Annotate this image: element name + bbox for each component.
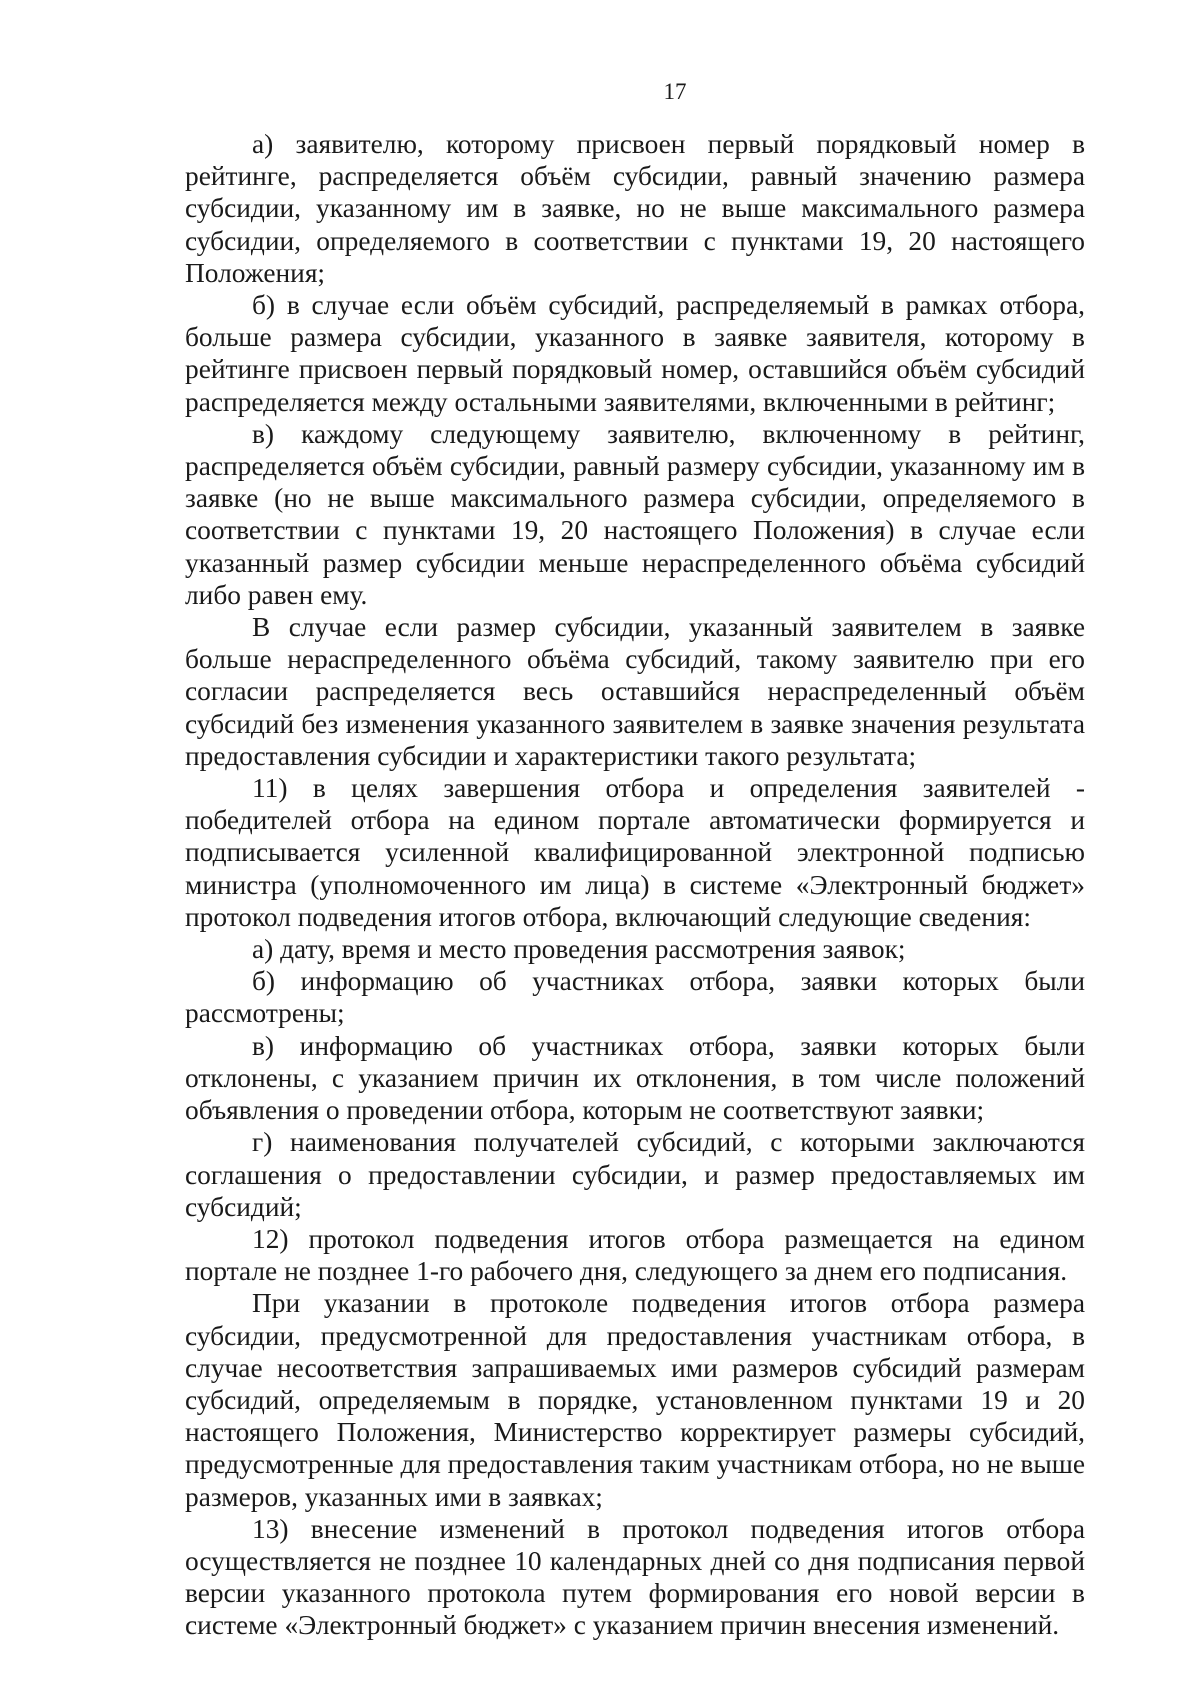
paragraph-v-each-next-applicant: в) каждому следующему заявителю, включенному в рейтинг, распределяется объём субсидии, равный размеру субсидии, указанному им в заявке (но не выше максимального размера субсидии, определяемого в соответствии с пунктами 19, 20 настоящего Положения) в случае если указанный размер субсидии меньше нераспределенного объёма субсидий либо равен ему. xyxy=(185,418,1085,610)
paragraph-11-v-rejected: в) информацию об участниках отбора, заявки которых были отклонены, с указанием причин их отклонения, в том числе положений объявления о проведении отбора, которым не соответствуют заявки; xyxy=(185,1030,1085,1126)
paragraph-11-protocol: 11) в целях завершения отбора и определения заявителей - победителей отбора на едином портале автоматически формируется и подписывается усиленной квалифицированной электронной подписью министра (уполномоченного им лица) в системе «Электронный бюджет» протокол подведения итогов отбора, включающий следующие сведения: xyxy=(185,773,1085,932)
paragraph-13-amendments: 13) внесение изменений в протокол подведения итогов отбора осуществляется не позднее 10 календарных дней со дня подписания первой версии указанного протокола путем формирования его новой версии в системе «Электронный бюджет» с указанием причин внесения изменений. xyxy=(185,1513,1085,1641)
paragraph-11-a-date: а) дату, время и место проведения рассмотрения заявок; xyxy=(252,934,906,965)
paragraph-b-remaining-volume: б) в случае если объём субсидий, распределяемый в рамках отбора, больше размера субсидии, указанного в заявке заявителя, которому в рейтинге присвоен первый порядковый номер, оставшийся объём субсидий распределяется между остальными заявителями, включенными в рейтинг; xyxy=(185,290,1085,417)
paragraph-a-first-applicant: а) заявителю, которому присвоен первый порядковый номер в рейтинге, распределяется объём субсидии, равный значению размера субсидии, указанному им в заявке, но не выше максимального размера субсидии, определяемого в соответствии с пунктами 19, 20 настоящего Положения; xyxy=(185,129,1085,288)
page-number: 17 xyxy=(663,79,687,104)
paragraph-11-b-considered: б) информацию об участниках отбора, заявки которых были рассмотрены; xyxy=(185,966,1085,1029)
paragraph-11-g-recipients: г) наименования получателей субсидий, с которыми заключаются соглашения о предоставлении субсидии, и размер предоставляемых им субсидий; xyxy=(185,1127,1085,1222)
paragraph-exceeding-size: В случае если размер субсидии, указанный заявителем в заявке больше нераспределенного объёма субсидий, такому заявителю при его согласии распределяется весь оставшийся нераспределенный объём субсидий без изменения указанного заявителем в заявке значения результата предоставления субсидии и характеристики такого результата; xyxy=(185,612,1085,771)
document-body xyxy=(185,128,1085,1642)
paragraph-12-publication: 12) протокол подведения итогов отбора размещается на едином портале не позднее 1-го рабочего дня, следующего за днем его подписания. xyxy=(185,1223,1085,1287)
paragraph-size-correction: При указании в протоколе подведения итогов отбора размера субсидии, предусмотренной для предоставления участникам отбора, в случае несоответствия запрашиваемых ими размеров субсидий размерам субсидий, определяемым в порядке, установленном пунктами 19 и 20 настоящего Положения, Министерство корректирует размеры субсидий, предусмотренные для предоставления таким участникам отбора, но не выше размеров, указанных ими в заявках; xyxy=(185,1288,1085,1512)
